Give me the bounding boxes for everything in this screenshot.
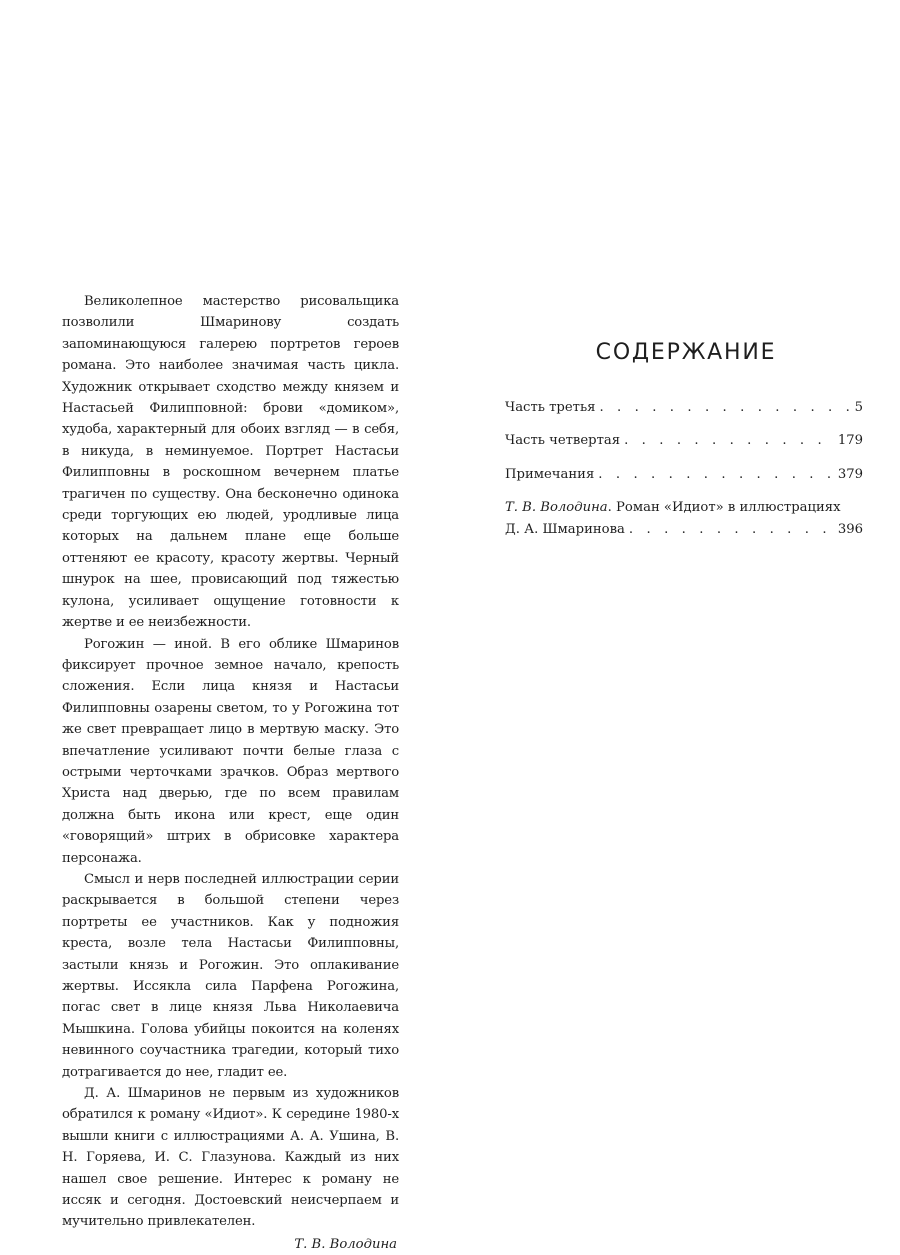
toc-entry-page: 396 (837, 521, 863, 537)
toc-dot-leader (629, 519, 834, 540)
toc-entry-afterword[interactable] (505, 497, 863, 540)
toc-title: СОДЕРЖАНИЕ (595, 340, 777, 365)
table-of-contents (505, 340, 863, 540)
toc-entry-part-three[interactable] (505, 397, 863, 418)
paragraph-4: Д. А. Шмаринов не первым из художников обратился к роману «Идиот». К середине 1980-х вышли книги с иллюстрациями А. А. Ушина, В. Н. Горяева, И. С. Глазунова. Каждый из них нашел свое решение. Интерес к роману не иссяк и сегодня. Достоевский неисчерпаем и мучительно привлекателен. (62, 1086, 399, 1230)
toc-dot-leader (598, 464, 834, 485)
toc-entry-label: Часть третья (505, 400, 596, 415)
toc-entry-label: Примечания (505, 466, 595, 482)
toc-entry-part-four[interactable] (505, 430, 863, 451)
paragraph-3: Смысл и нерв последней иллюстрации серии раскрывается в большой степени через портреты ее участников. Как у подножия креста, возле тела Настасьи Филипповны, застыли князь и Рогожин. Это оплакивание жертвы. Иссякла сила Парфена Рогожина, погас свет в лице князя Льва Николаевича Мышкина. Голова убийцы покоится на коленях невинного соучастника трагедии, который тихо дотрагивается до нее, гладит ее. (62, 871, 399, 1080)
toc-entry-title: . Роман «Идиот» в иллюстрациях (607, 500, 841, 516)
toc-dot-leader (624, 430, 834, 451)
paragraph-2: Рогожин — иной. В его облике Шмаринов фиксирует прочное земное начало, крепость сложения. Если лица князя и Настасьи Филипповны озарены светом, то у Рогожина тот же свет превращает лицо в мертвую маску. Это впечатление усиливают почти белые глаза с острыми черточками зрачков. Образ мертвого Христа над дверью, где по всем правилам должна быть икона или крест, еще один «говорящий» штрих в обрисовке характера персонажа. (62, 636, 399, 866)
toc-entry-title-line-1 (505, 497, 863, 518)
toc-entry-title-line-2: Д. А. Шмаринова (505, 521, 625, 537)
toc-entry-author: Т. В. Володина (505, 500, 608, 516)
left-page-text (62, 291, 399, 1255)
author-signature: Т. В. Володина (294, 1236, 397, 1252)
paragraph-1: Великолепное мастерство рисовальщика позволили Шмаринову создать запоминающуюся галерею портретов героев романа. Это наиболее значимая часть цикла. Художник открывает сходство между князем и Настасьей Филипповной: брови «домиком», худоба, характерный для обоих взгляд — в себя, в никуда, в неминуемое. Портрет Настасьи Филипповны в роскошном вечернем платье трагичен по существу. Она бесконечно одинока среди торгующих ею людей, уродливые лица которых на дальнем плане еще больше оттеняют ее красоту, красоту жертвы. Черный шнурок на шее, провисающий под тяжестью кулона, усиливает ощущение готовности к жертве и ее неизбежности. (62, 294, 399, 631)
toc-entry-page: 5 (854, 400, 863, 415)
toc-entry-label: Часть четвертая (505, 433, 621, 449)
toc-entry-page: 379 (837, 466, 863, 482)
toc-dot-leader (599, 397, 850, 418)
toc-entry-notes[interactable] (505, 464, 863, 485)
toc-entry-page: 179 (837, 433, 863, 449)
